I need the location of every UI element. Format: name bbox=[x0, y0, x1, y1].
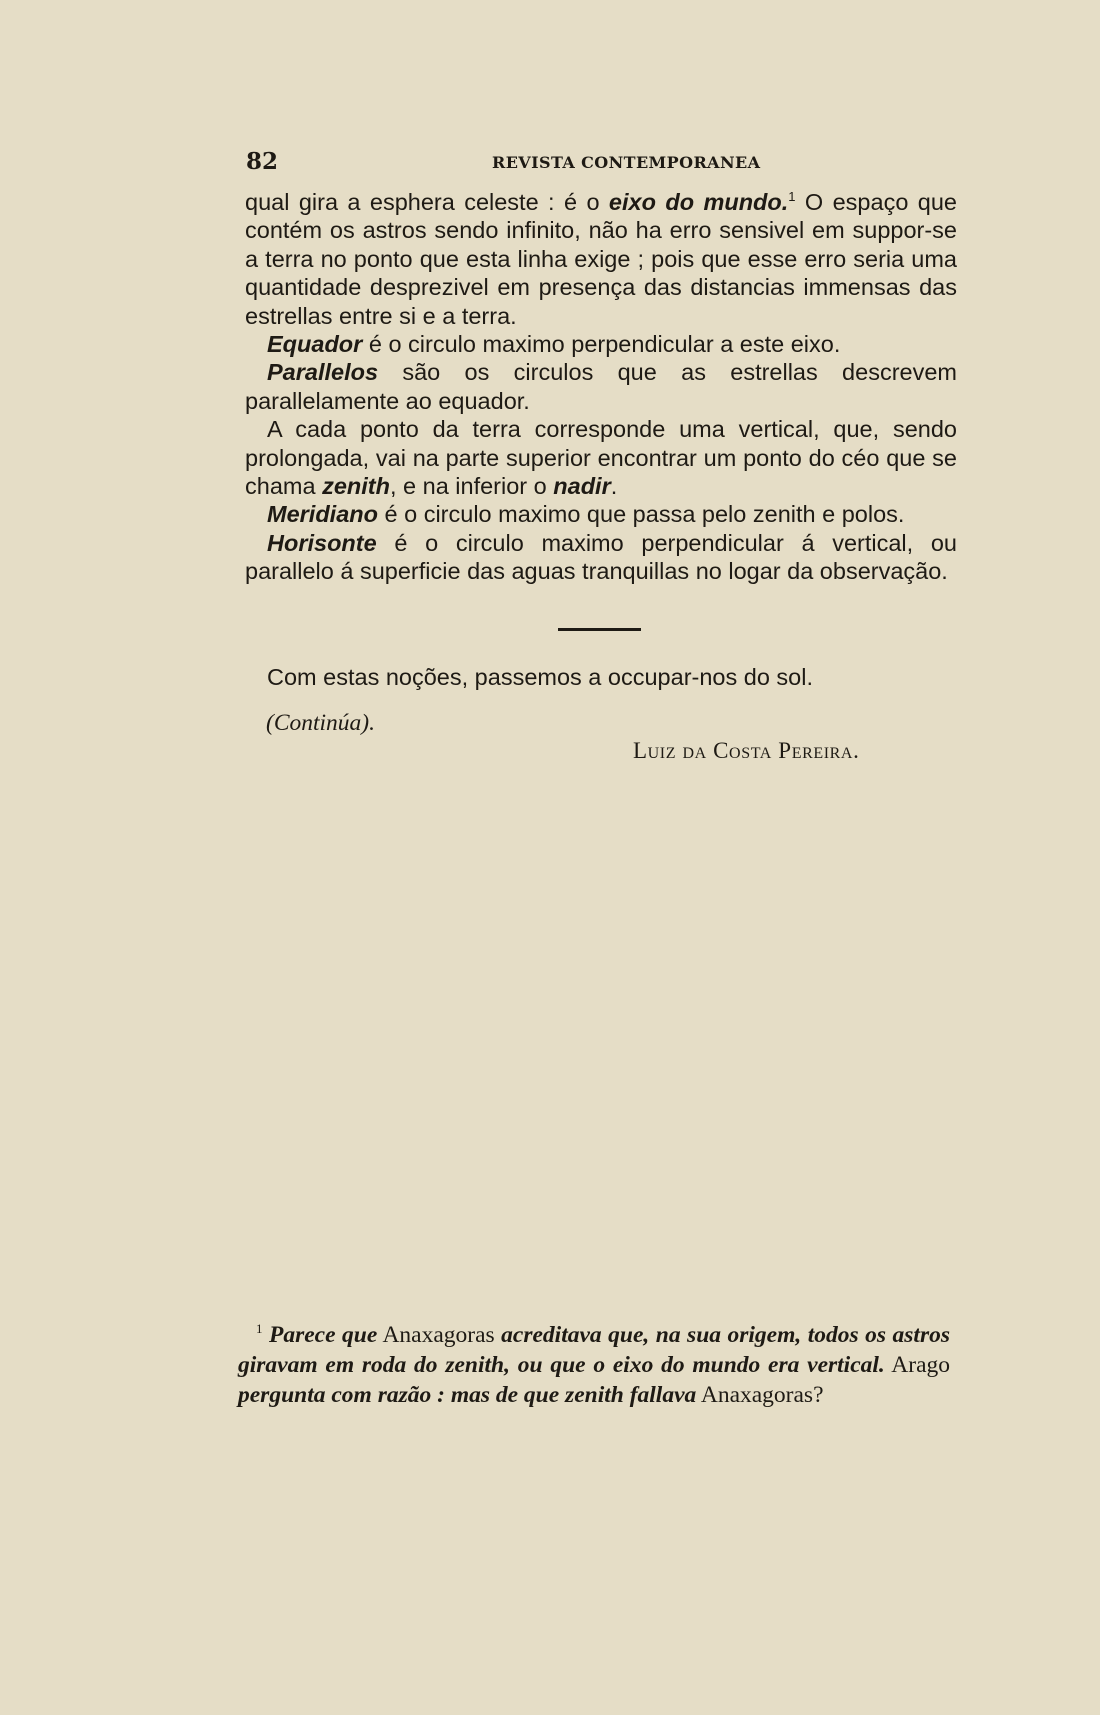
running-title: REVISTA CONTEMPORANEA bbox=[492, 153, 761, 172]
paragraph-zenith-nadir: A cada ponto da terra corresponde uma vertical, que, sendo prolongada, vai na parte superior encontrar um ponto do céo que se chama zenith, e na inferior o nadir. bbox=[245, 416, 957, 500]
continued-note: (Continúa). bbox=[266, 710, 376, 736]
paragraph-meridiano: Meridiano é o circulo maximo que passa pelo zenith e polos. bbox=[267, 501, 905, 528]
conclusion-sentence: Com estas noções, passemos a occupar-nos do sol. bbox=[267, 664, 813, 690]
section-divider bbox=[558, 628, 641, 631]
paragraph-equador: Equador é o circulo maximo perpendicular a este eixo. bbox=[267, 331, 841, 358]
page-header bbox=[246, 148, 956, 174]
page-number: 82 bbox=[246, 148, 279, 175]
paragraph-horisonte: Horisonte é o circulo maximo perpendicular á vertical, ou parallelo á superficie das aguas tranquillas no logar da observação. bbox=[245, 529, 957, 585]
body-text bbox=[245, 188, 957, 586]
footnote: $^1$ Parece que Anaxagoras acreditava que, na sua origem, todos os astros giravam em roda do zenith, ou que o eixo do mundo era vertical. Arago pergunta com razão : mas de que zenith fallava Anaxagoras? bbox=[238, 1321, 950, 1408]
footnote-marker: 1 bbox=[256, 1321, 263, 1336]
paragraph-eixo-do-mundo: qual gira a esphera celeste : é o eixo do mundo.$^1$ O espaço que contém os astros sendo infinito, não ha erro sensivel em suppor-se a terra no ponto que esta linha exige ; pois que esse erro seria uma quantidade desprezivel em presença das distancias immensas das estrellas entre si e a terra. bbox=[245, 189, 957, 329]
paragraph-parallelos: Parallelos são os circulos que as estrellas descrevem parallelamente ao equador. bbox=[245, 359, 957, 414]
author-signature: Luiz da Costa Pereira. bbox=[633, 738, 860, 763]
footnote-reference: 1 bbox=[788, 189, 796, 204]
